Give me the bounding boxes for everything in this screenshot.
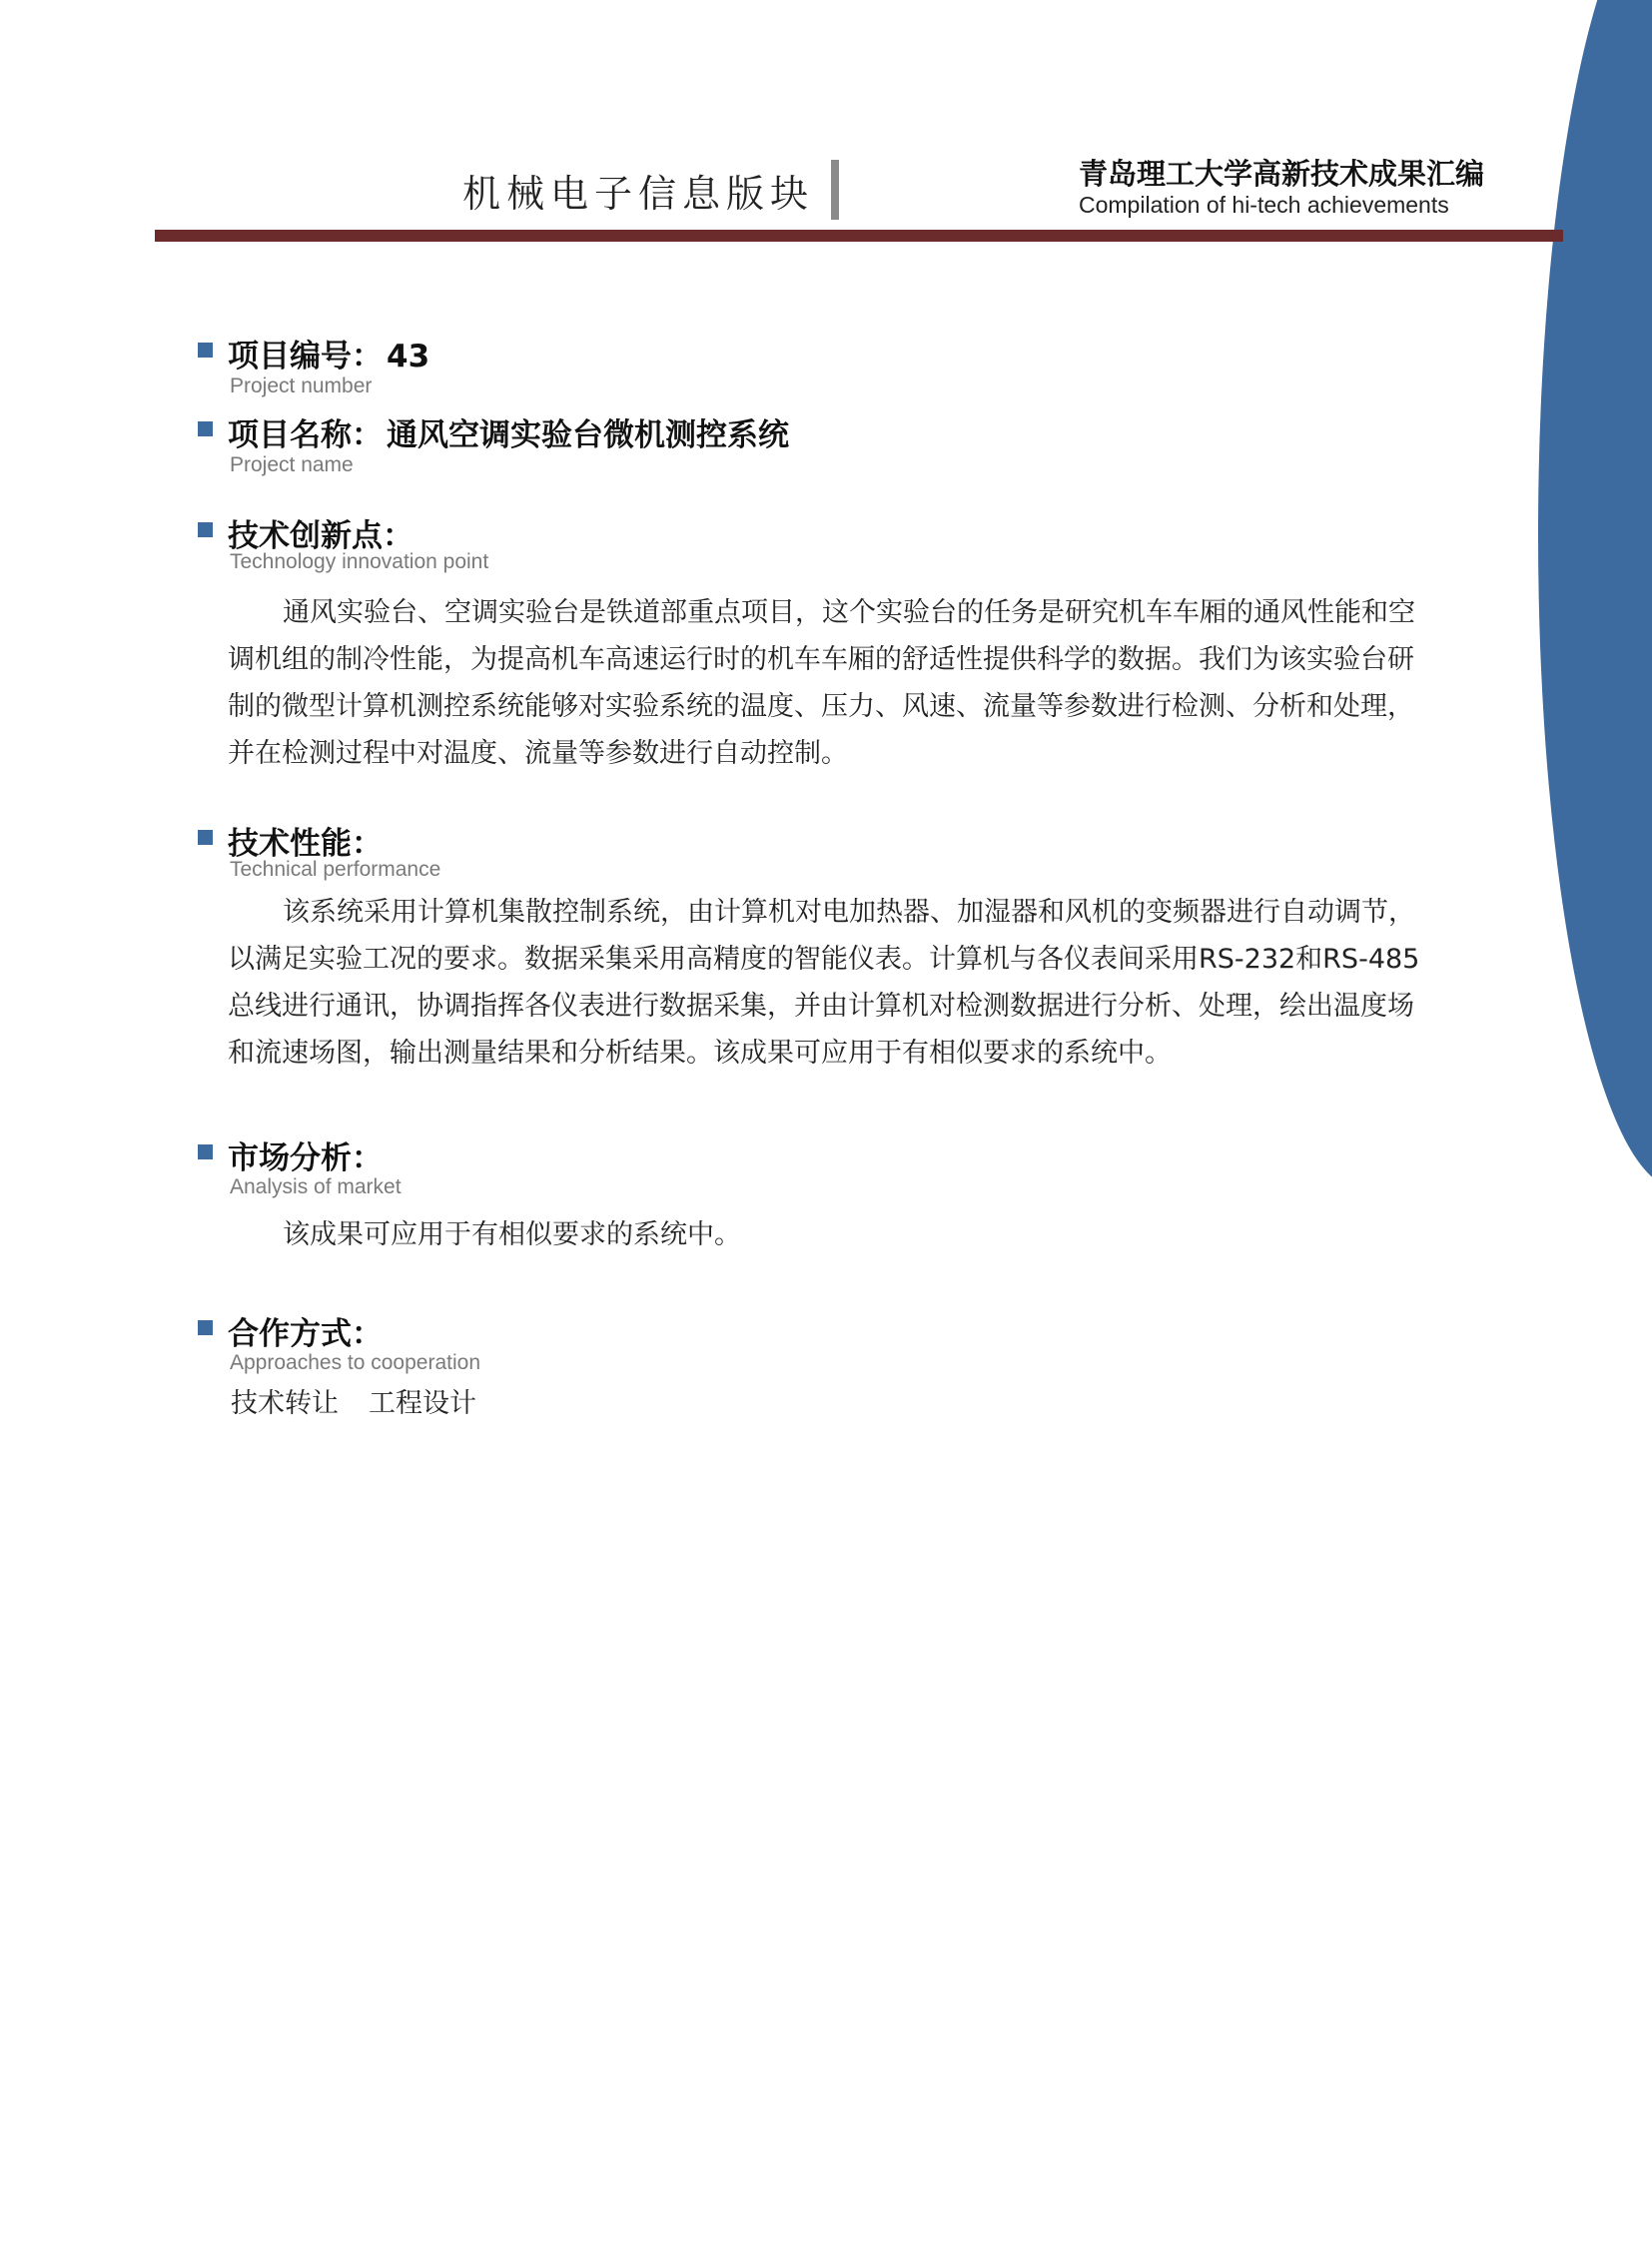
project-number-value: 43 <box>387 339 430 374</box>
bullet-marker <box>198 343 213 358</box>
project-number-heading <box>228 331 429 375</box>
cooperation-item: 技术转让 <box>231 1388 339 1419</box>
cooperation-heading: 合作方式： <box>228 1316 383 1352</box>
bullet-marker <box>198 1320 213 1335</box>
compilation-title-cn: 青岛理工大学高新技术成果汇编 <box>1079 157 1485 191</box>
innovation-text: 通风实验台、空调实验台是铁道部重点项目，这个实验台的任务是研究机车车厢的通风性能和空调机组的制冷性能，为提高机车高速运行时的机车车厢的舒适性提供科学的数据。我们为该实验台研制的微型计算机测控系统能够对实验系统的温度、压力、风速、流量等参数进行检测、分析和处理，并在检测过程中对温度、流量等参数进行自动控制。 <box>228 597 1415 769</box>
project-number-subtitle: Project number <box>230 374 373 397</box>
project-number-label: 项目编号： <box>228 339 383 374</box>
bullet-marker <box>198 830 213 845</box>
bullet-marker <box>198 522 213 537</box>
market-text: 该成果可应用于有相似要求的系统中。 <box>283 1219 741 1250</box>
cooperation-item: 工程设计 <box>369 1388 476 1419</box>
compilation-title-en: Compilation of hi-tech achievements <box>1079 192 1449 218</box>
bullet-marker <box>198 1144 213 1159</box>
project-name-heading <box>228 409 789 454</box>
cooperation-subtitle: Approaches to cooperation <box>230 1351 481 1374</box>
cooperation-list <box>231 1381 476 1420</box>
title-divider <box>831 160 839 220</box>
market-heading: 市场分析： <box>228 1140 383 1176</box>
page-header <box>0 0 1652 245</box>
header-rule <box>155 230 1563 242</box>
performance-subtitle: Technical performance <box>230 858 441 881</box>
project-name-subtitle: Project name <box>230 453 354 476</box>
project-name-label: 项目名称： <box>228 417 383 453</box>
bullet-marker <box>198 421 213 436</box>
section-title: 机械电子信息版块 <box>462 172 815 216</box>
project-name-value: 通风空调实验台微机测控系统 <box>387 417 789 453</box>
market-subtitle: Analysis of market <box>230 1175 402 1198</box>
innovation-subtitle: Technology innovation point <box>230 550 489 573</box>
innovation-heading: 技术创新点： <box>228 518 413 554</box>
performance-heading: 技术性能： <box>228 826 383 862</box>
performance-text: 该系统采用计算机集散控制系统，由计算机对电加热器、加湿器和风机的变频器进行自动调节，以满足实验工况的要求。数据采集采用高精度的智能仪表。计算机与各仪表间采用RS-232和RS-485总线进行通讯，协调指挥各仪表进行数据采集，并由计算机对检测数据进行分析、处理，绘出温度场和流速场图，输出测量结果和分析结果。该成果可应用于有相似要求的系统中。 <box>228 897 1420 1069</box>
